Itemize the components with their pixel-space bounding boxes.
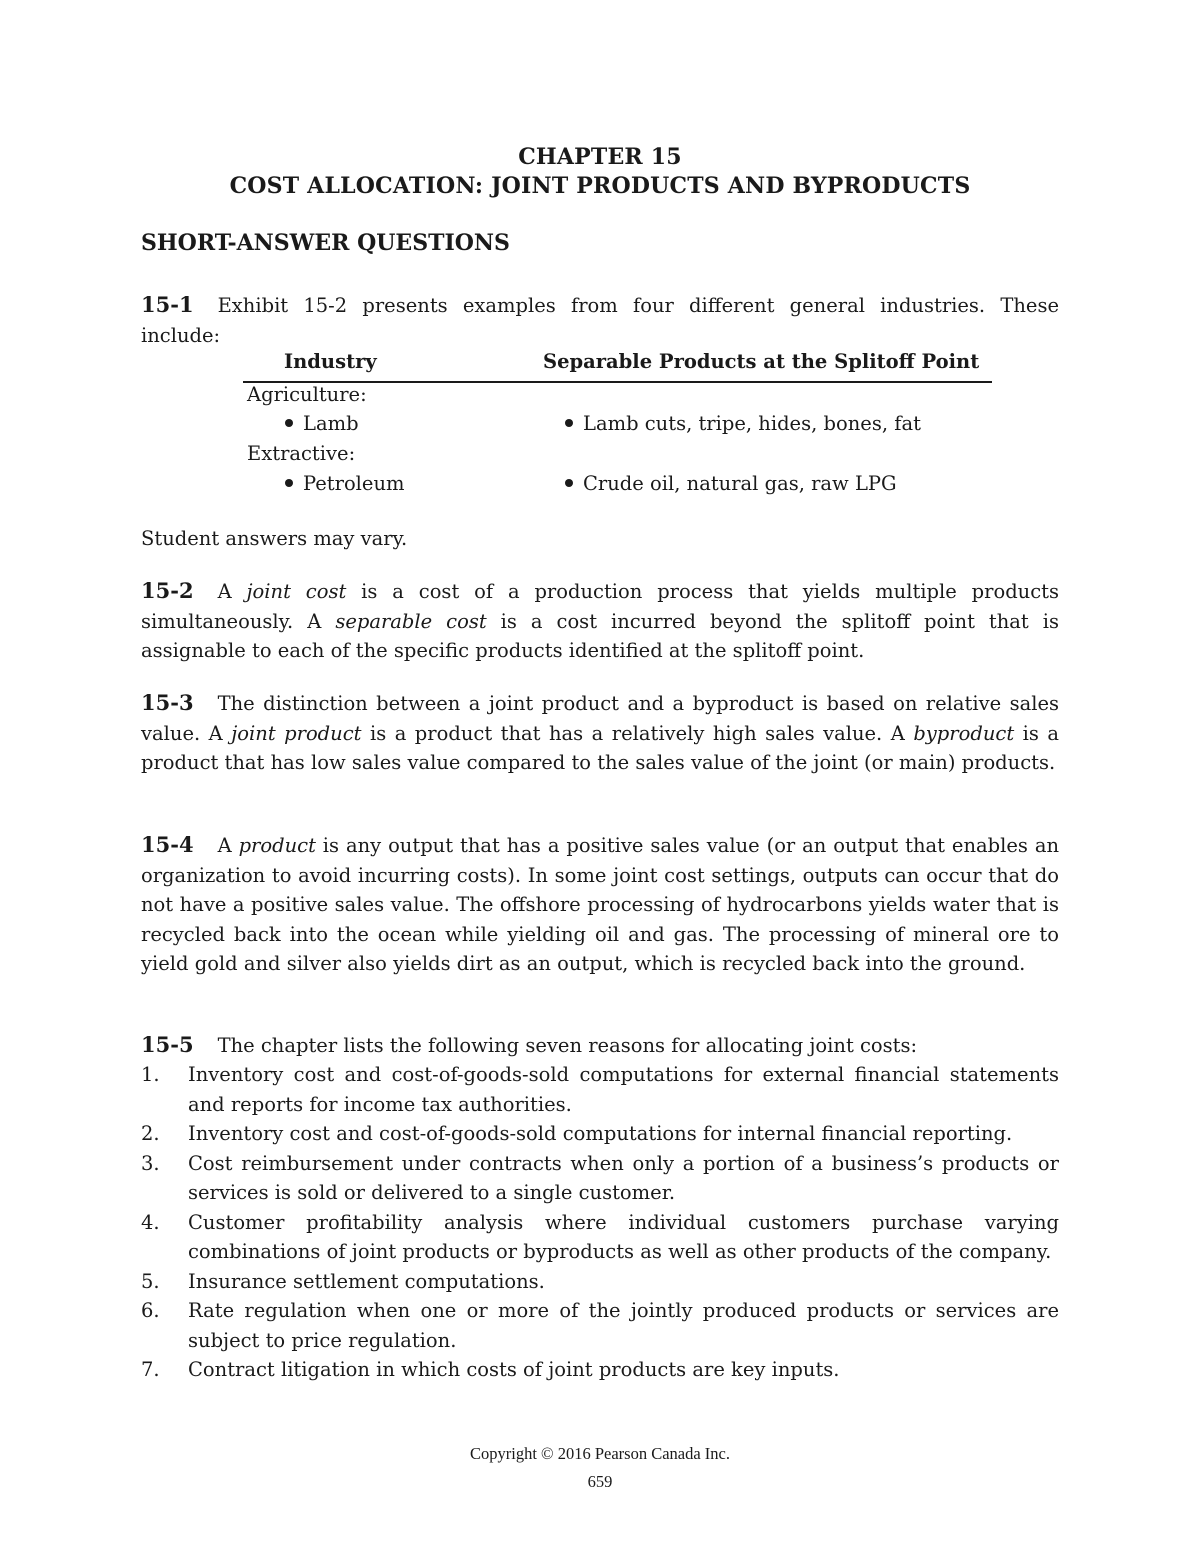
table-group-extractive: Extractive: — [247, 442, 356, 465]
list-item-number: 6. — [141, 1299, 160, 1322]
table-cell-products: Crude oil, natural gas, raw LPG — [583, 472, 897, 495]
list-item-number: 7. — [141, 1358, 160, 1381]
text-run: The distinction between a joint product and a byproduct is based on relative sales value. A — [141, 692, 1059, 745]
table-cell-industry: Petroleum — [303, 472, 405, 495]
list-item-text: Customer profitability analysis where individual customers purchase varying combinations of joint products or byproducts as well as other products of the company. — [188, 1210, 1059, 1263]
table-header-industry: Industry — [284, 350, 377, 373]
list-item — [141, 1060, 1059, 1119]
text-run: A — [217, 834, 239, 857]
text-run: is a product that has a relatively high sales value. A — [361, 721, 914, 745]
question-number: 15-4 — [141, 832, 194, 857]
chapter-title: COST ALLOCATION: JOINT PRODUCTS AND BYPRODUCTS — [229, 173, 971, 199]
list-item — [141, 1149, 1059, 1208]
table-row-lamb-products — [565, 412, 921, 435]
text-run: is a cost of a production process that yields multiple products simultaneously. A — [141, 580, 1060, 633]
list-item — [141, 1267, 1059, 1297]
term-joint-cost: joint cost — [246, 580, 347, 603]
student-answers-note: Student answers may vary. — [141, 527, 408, 550]
reasons-list — [141, 1060, 1059, 1385]
list-item — [141, 1296, 1059, 1355]
text-run: is any output that has a positive sales value (or an output that enables an organization to avoid incurring costs). In some joint cost settings, outputs can occur that do not have a positive sales value. The offshore processing of hydrocarbons yields water that is recycled back into the ocean while yielding oil and gas. The processing of mineral ore to yield gold and silver also yields dirt as an output, which is recycled back into the ground. — [141, 834, 1060, 975]
list-item-number: 4. — [141, 1210, 160, 1234]
text-run: A — [217, 580, 247, 603]
question-number: 15-1 — [141, 292, 194, 317]
term-product: product — [238, 834, 316, 857]
table-row-lamb — [285, 412, 359, 435]
list-item-text: Inventory cost and cost-of-goods-sold computations for external financial statements and reports for income tax authorities. — [188, 1063, 1059, 1116]
list-item-number: 5. — [141, 1269, 160, 1293]
question-number: 15-5 — [141, 1032, 194, 1057]
bullet-icon — [285, 419, 293, 427]
term-joint-product: joint product — [231, 721, 362, 745]
table-row-petroleum-products — [565, 472, 897, 495]
question-15-4 — [141, 830, 1059, 979]
term-separable-cost: separable cost — [335, 609, 487, 633]
list-item-number: 1. — [141, 1063, 160, 1086]
table-group-agriculture: Agriculture: — [247, 383, 367, 406]
text-run: is a cost incurred beyond the splitoff point that is assignable to each of the specific products identified at the splitoff point. — [141, 609, 1059, 662]
list-item-text: Inventory cost and cost-of-goods-sold computations for internal financial reporting. — [188, 1122, 1013, 1145]
question-text: The chapter lists the following seven reasons for allocating joint costs: — [217, 1034, 918, 1057]
list-item — [141, 1355, 1059, 1385]
list-item-text: Insurance settlement computations. — [188, 1269, 545, 1293]
copyright-footer: Copyright © 2016 Pearson Canada Inc. — [470, 1444, 730, 1463]
question-15-3 — [141, 688, 1059, 778]
question-text: Exhibit 15-2 presents examples from four different general industries. These include: — [141, 294, 1059, 347]
chapter-number: CHAPTER 15 — [518, 144, 682, 170]
question-15-5 — [141, 1030, 1059, 1061]
bullet-icon — [565, 479, 573, 487]
list-item — [141, 1119, 1059, 1149]
text-run: is a product that has low sales value compared to the sales value of the joint (or main) products. — [141, 721, 1059, 774]
question-15-2 — [141, 576, 1059, 666]
question-number: 15-3 — [141, 690, 194, 715]
table-row-petroleum — [285, 472, 405, 495]
page-number: 659 — [587, 1472, 613, 1491]
question-number: 15-2 — [141, 578, 194, 603]
list-item-text: Cost reimbursement under contracts when only a portion of a business’s products or services is sold or delivered to a single customer. — [188, 1151, 1059, 1204]
term-byproduct: byproduct — [913, 721, 1015, 745]
table-cell-industry: Lamb — [303, 412, 359, 435]
list-item-text: Contract litigation in which costs of joint products are key inputs. — [188, 1358, 840, 1381]
list-item-text: Rate regulation when one or more of the jointly produced products or services are subject to price regulation. — [188, 1299, 1059, 1352]
question-15-1 — [141, 290, 1059, 350]
bullet-icon — [565, 419, 573, 427]
table-cell-products: Lamb cuts, tripe, hides, bones, fat — [583, 412, 921, 435]
list-item-number: 2. — [141, 1122, 160, 1145]
list-item — [141, 1208, 1059, 1267]
section-title: SHORT-ANSWER QUESTIONS — [141, 230, 510, 256]
table-header-products: Separable Products at the Splitoff Point — [543, 350, 980, 373]
list-item-number: 3. — [141, 1151, 160, 1175]
bullet-icon — [285, 479, 293, 487]
